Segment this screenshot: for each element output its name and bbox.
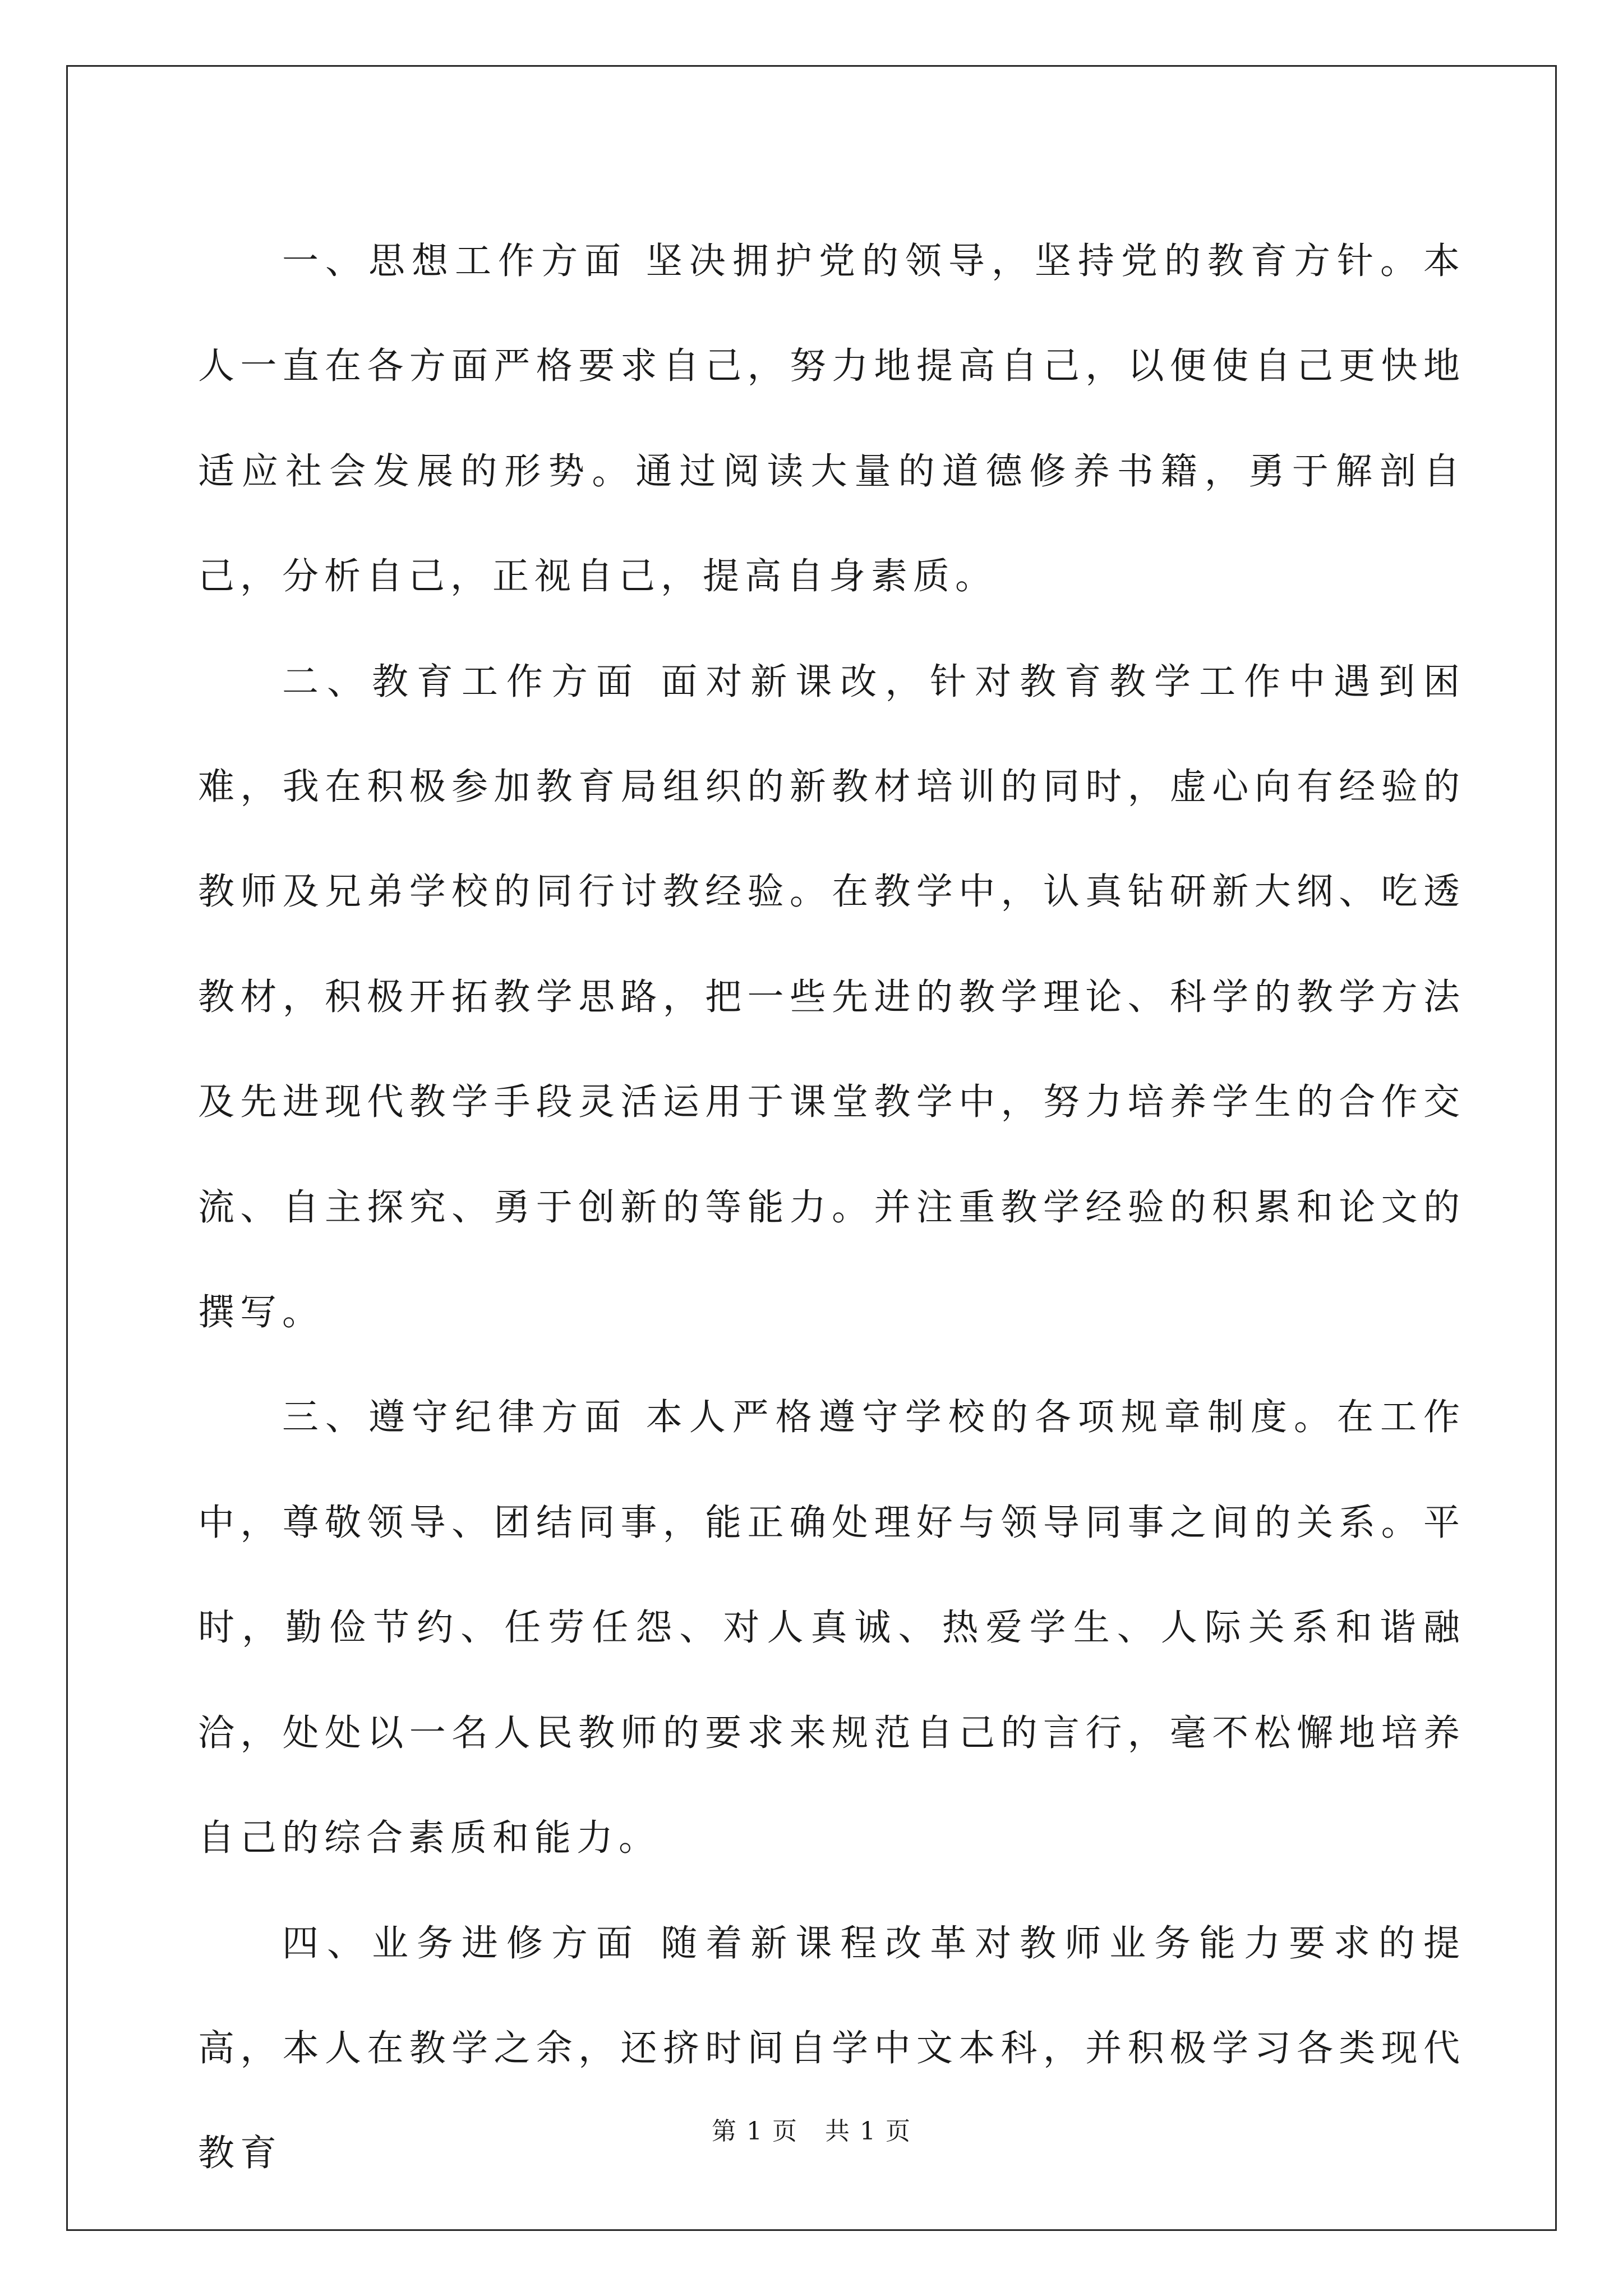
paragraph-professional-study: 四、业务进修方面 随着新课程改革对教师业务能力要求的提高，本人在教学之余，还挤时间自学中文本科，并积极学习各类现代教育 <box>198 1922 1465 2175</box>
paragraph-discipline: 三、遵守纪律方面 本人严格遵守学校的各项规章制度。在工作中，尊敬领导、团结同事，能正确处理好与领导同事之间的关系。平时，勤俭节约、任劳任怨、对人真诚、热爱学生、人际关系和谐融洽，处处以一名人民教师的要求来规范自己的言行，毫不松懈地培养自己的综合素质和能力。 <box>198 1396 1465 1860</box>
document-body <box>198 209 1465 2206</box>
paragraph-education: 二、教育工作方面 面对新课改，针对教育教学工作中遇到困难，我在积极参加教育局组织的新教材培训的同时，虚心向有经验的教师及兄弟学校的同行讨教经验。在教学中，认真钻研新大纲、吃透教材，积极开拓教学思路，把一些先进的教学理论、科学的教学方法及先进现代教学手段灵活运用于课堂教学中，努力培养学生的合作交流、自主探究、勇于创新的等能力。并注重教学经验的积累和论文的撰写。 <box>198 660 1465 1334</box>
page-number-footer: 第 1 页 共 1 页 <box>712 2117 911 2146</box>
paragraph-ideology: 一、思想工作方面 坚决拥护党的领导，坚持党的教育方针。本人一直在各方面严格要求自己，努力地提高自己，以便使自己更快地适应社会发展的形势。通过阅读大量的道德修养书籍，勇于解剖自己，分析自己，正视自己，提高自身素质。 <box>198 240 1465 598</box>
